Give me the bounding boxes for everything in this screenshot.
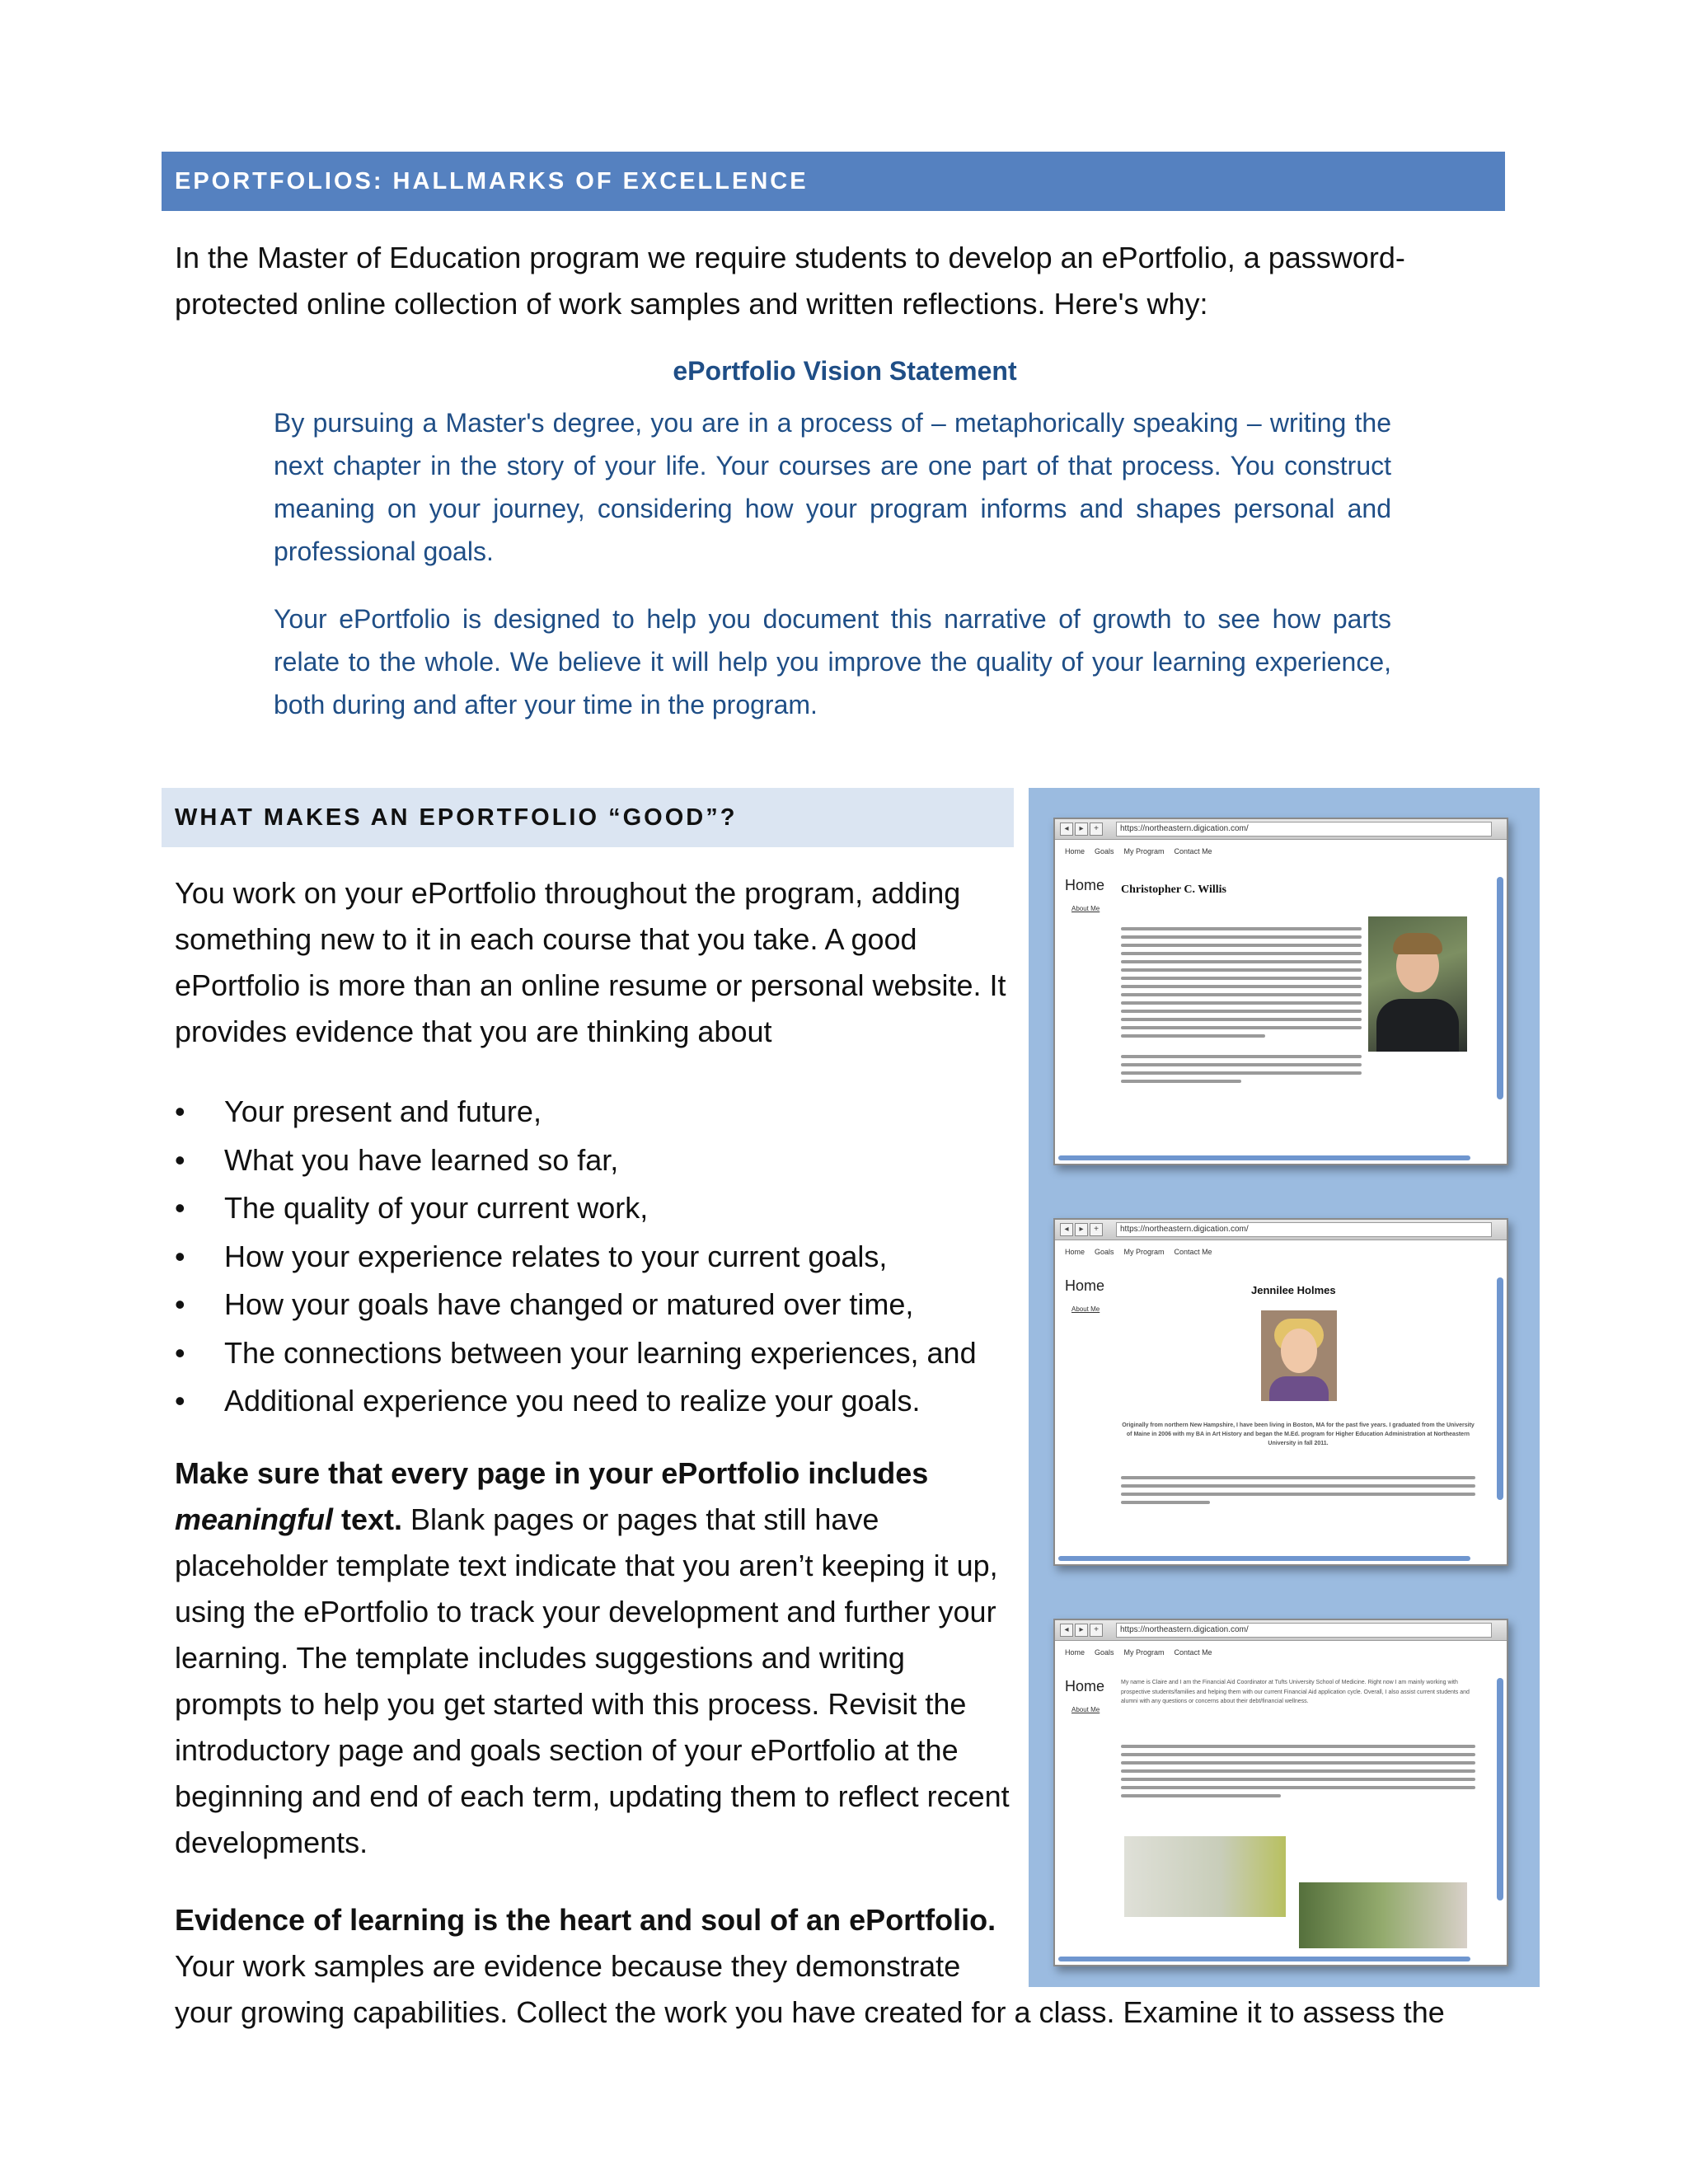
example-eportfolio-screenshot [1053, 1619, 1508, 1966]
list-item: • The quality of your current work, [175, 1184, 1015, 1233]
student-name: Christopher C. Willis [1121, 883, 1226, 896]
intro-paragraph: In the Master of Education program we require students to develop an ePortfolio, a password-protected online collection of work samples and written reflections. Here's why: [175, 241, 1405, 321]
address-bar: https://northeastern.digication.com/ [1116, 822, 1492, 837]
site-nav: Home Goals My Program Contact Me [1065, 847, 1212, 855]
bullet-glyph: • [175, 1142, 185, 1177]
student-bio: Originally from northern New Hampshire, I have been living in Boston, MA for the past five years. I graduated from the University of Maine in 2006 with my BA in Art History and began the M.Ed. program for Higher Education Administration at Northeastern University in fall 2011. [1122, 1422, 1475, 1446]
evidence-heading: Evidence of learning is the heart and soul of an ePortfolio. [175, 1903, 996, 1937]
section-header-good [162, 788, 1014, 847]
back-icon: ◂ [1060, 1624, 1073, 1637]
section-header-good-title: WHAT MAKES AN EPORTFOLIO “GOOD”? [175, 804, 738, 831]
student-name: Jennilee Holmes [1251, 1284, 1336, 1296]
home-heading: Home [1065, 877, 1105, 893]
scrollbar [1497, 1678, 1503, 1900]
evidence-line-3: your growing capabilities. Collect the work you have created for a class. Examine it to assess the [175, 1995, 1445, 2029]
good-intro-paragraph: You work on your ePortfolio throughout the program, adding something new to it in each course that you take. A good ePortfolio is more than an online resume or personal website. It provides evidence that you are thinking about [175, 876, 1006, 1048]
evidence-line-2: Your work samples are evidence because they demonstrate [175, 1949, 961, 1983]
meaningful-text-paragraph: Make sure that every page in your ePortfolio includes meaningful text. Blank pages or pages that still have placeholder template text indicate that you aren’t keeping it up, using the ePortfolio to track your development and further your learning. The template includes suggestions and writing prompts to help you get started with this process. Revisit the introductory page and goals section of your ePortfolio at the beginning and end of each term, updating them to reflect recent developments. [175, 1456, 1010, 1859]
list-item: • What you have learned so far, [175, 1137, 1015, 1185]
student-photo [1261, 1310, 1337, 1401]
back-icon: ◂ [1060, 823, 1073, 836]
vision-paragraph-1: By pursuing a Master's degree, you are in a process of – metaphorically speaking – writing the next chapter in the story of your life. Your courses are one part of that process. You construct meaning on your journey, considering how your program informs and shapes personal and professional goals. [274, 408, 1391, 566]
browser-toolbar [1055, 1220, 1507, 1240]
browser-toolbar [1055, 1620, 1507, 1641]
add-tab-icon: + [1090, 823, 1103, 836]
bio-text-placeholder [1121, 923, 1362, 1146]
example-screenshots-panel [1029, 788, 1540, 1987]
bullet-glyph: • [175, 1239, 185, 1273]
list-item: • How your experience relates to your current goals, [175, 1233, 1015, 1282]
forward-icon: ▸ [1075, 1624, 1088, 1637]
list-item: • Your present and future, [175, 1088, 1015, 1137]
browser-toolbar [1055, 819, 1507, 840]
office-photo [1124, 1836, 1286, 1917]
bullet-list [175, 1088, 1015, 1426]
vision-title: ePortfolio Vision Statement [673, 356, 1017, 386]
section-header-hallmarks [162, 152, 1505, 211]
portrait-photo [1299, 1882, 1467, 1948]
evidence-paragraph [175, 1897, 1015, 1990]
example-eportfolio-screenshot [1053, 1218, 1508, 1566]
site-nav: Home Goals My Program Contact Me [1065, 1248, 1212, 1256]
scrollbar [1497, 1277, 1503, 1500]
vision-paragraph-2: Your ePortfolio is designed to help you document this narrative of growth to see how parts relate to the whole. We believe it will help you improve the quality of your learning experience, both during and after your time in the program. [274, 604, 1391, 719]
horizontal-scrollbar [1058, 1556, 1470, 1561]
student-photo [1368, 916, 1467, 1052]
horizontal-scrollbar [1058, 1957, 1470, 1961]
section-header-title: EPORTFOLIOS: HALLMARKS OF EXCELLENCE [175, 168, 809, 194]
list-item: • Additional experience you need to realize your goals. [175, 1377, 1015, 1426]
bio-text-placeholder [1121, 1741, 1475, 1823]
horizontal-scrollbar [1058, 1155, 1470, 1160]
example-eportfolio-screenshot [1053, 818, 1508, 1165]
home-heading: Home [1065, 1678, 1105, 1694]
bullet-glyph: • [175, 1384, 185, 1418]
bullet-glyph: • [175, 1335, 185, 1370]
student-bio: My name is Claire and I am the Financial Aid Coordinator at Tufts University School of Medicine. Right now I am mainly working with prospective students/families and helping them with our current Financial Aid application cycle. Overall, I also assist current students and alumni with any questions or concerns about their debt/financial wellness. [1121, 1680, 1470, 1704]
vision-statement [274, 356, 1391, 751]
about-me-link: About Me [1071, 905, 1100, 912]
address-bar: https://northeastern.digication.com/ [1116, 1623, 1492, 1638]
site-nav: Home Goals My Program Contact Me [1065, 1648, 1212, 1657]
add-tab-icon: + [1090, 1624, 1103, 1637]
home-heading: Home [1065, 1277, 1105, 1294]
scrollbar [1497, 877, 1503, 1099]
forward-icon: ▸ [1075, 823, 1088, 836]
forward-icon: ▸ [1075, 1223, 1088, 1236]
list-item: • The connections between your learning experiences, and [175, 1329, 1015, 1378]
about-me-link: About Me [1071, 1305, 1100, 1313]
address-bar: https://northeastern.digication.com/ [1116, 1222, 1492, 1237]
about-me-link: About Me [1071, 1706, 1100, 1713]
list-item: • How your goals have changed or matured over time, [175, 1281, 1015, 1329]
back-icon: ◂ [1060, 1223, 1073, 1236]
bullet-glyph: • [175, 1094, 185, 1128]
bio-text-placeholder [1121, 1472, 1475, 1521]
bullet-glyph: • [175, 1191, 185, 1225]
add-tab-icon: + [1090, 1223, 1103, 1236]
bullet-glyph: • [175, 1287, 185, 1321]
